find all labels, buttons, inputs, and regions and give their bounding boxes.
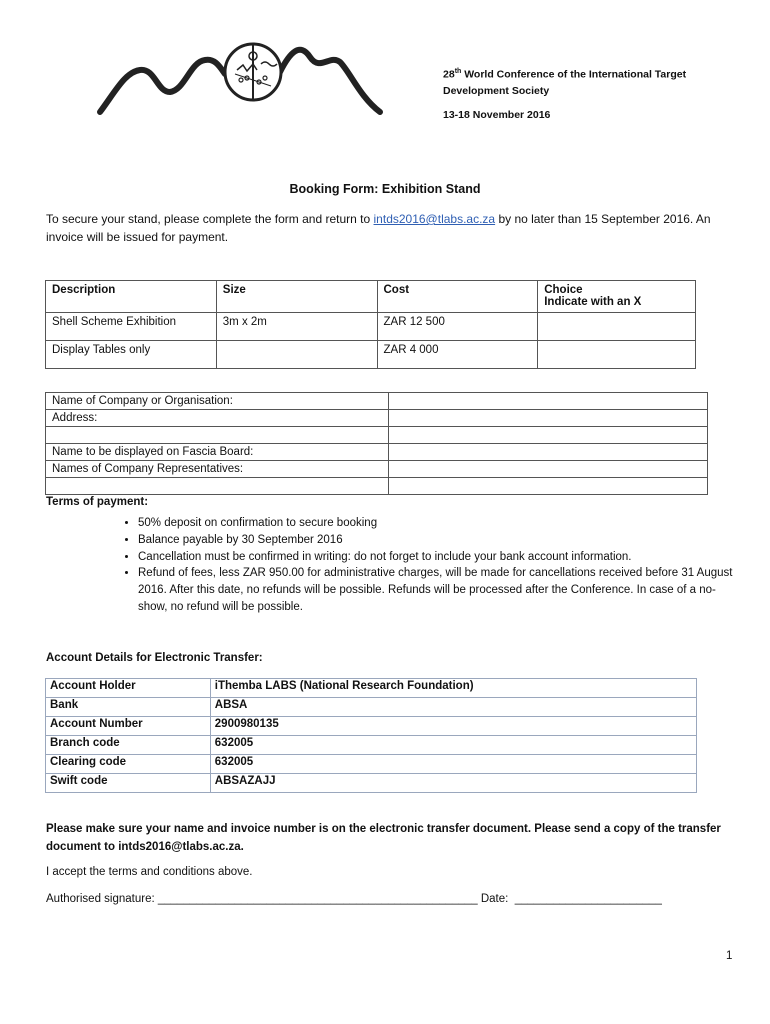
conference-dates: 13-18 November 2016: [443, 109, 551, 121]
page-title: Booking Form: Exhibition Stand: [289, 182, 481, 196]
table-row: Branch code 632005: [46, 736, 697, 755]
company-name-field[interactable]: [388, 393, 707, 410]
fascia-name-field[interactable]: [388, 444, 707, 461]
table-header-row: [46, 281, 696, 313]
table-row: Swift code ABSAZAJJ: [46, 774, 697, 793]
table-row: Name to be displayed on Fascia Board:: [46, 444, 708, 461]
transfer-note: Please make sure your name and invoice number is on the electronic transfer document. Please send a copy of the transfer document to intds2016@tlabs.ac.za.: [46, 823, 721, 853]
header-cost: Cost: [377, 281, 538, 313]
email-link[interactable]: intds2016@tlabs.ac.za: [373, 212, 496, 226]
conference-name: 28th World Conference of the International Target Development Society: [443, 68, 687, 97]
terms-list: [46, 515, 736, 616]
table-row: Display Tables only ZAR 4 000: [46, 341, 696, 369]
address-field-2[interactable]: [388, 427, 707, 444]
representatives-field-2[interactable]: [388, 478, 707, 495]
stand-table: [45, 280, 696, 369]
address-field[interactable]: [388, 410, 707, 427]
intro-paragraph: To secure your stand, please complete the form and return to intds2016@tlabs.ac.za by no later than 15 September 2016. An invoice will be issued for payment.: [46, 212, 711, 244]
choice-cell[interactable]: [538, 341, 696, 369]
table-row: Address:: [46, 410, 708, 427]
list-item: • Balance payable by 30 September 2016: [138, 532, 736, 549]
account-table: [45, 678, 697, 793]
table-row: Name of Company or Organisation:: [46, 393, 708, 410]
header-description: Description: [46, 281, 217, 313]
table-row: Account Holder iThemba LABS (National Research Foundation): [46, 679, 697, 698]
header-size: Size: [216, 281, 377, 313]
terms-heading: Terms of payment:: [46, 496, 149, 508]
signature-line[interactable]: Authorised signature: __________________________________________________ Date: _______________________: [46, 893, 662, 905]
table-row: Clearing code 632005: [46, 755, 697, 774]
representatives-field[interactable]: [388, 461, 707, 478]
company-table: [45, 392, 708, 495]
choice-cell[interactable]: [538, 313, 696, 341]
page-number: 1: [726, 950, 733, 962]
accept-terms-text: I accept the terms and conditions above.: [46, 866, 253, 878]
table-row: [46, 427, 708, 444]
table-row: Shell Scheme Exhibition 3m x 2m ZAR 12 500: [46, 313, 696, 341]
conference-logo: [95, 32, 385, 128]
list-item: • Cancellation must be confirmed in writing: do not forget to include your bank account information.: [138, 549, 736, 566]
table-row: Bank ABSA: [46, 698, 697, 717]
list-item: • Refund of fees, less ZAR 950.00 for administrative charges, will be made for cancellations received before 31 August 2016. After this date, no refunds will be possible. Refunds will be processed after the Conference. In case of a no-show, no refund will be possible.: [138, 565, 736, 615]
table-row: Account Number 2900980135: [46, 717, 697, 736]
list-item: • 50% deposit on confirmation to secure booking: [138, 515, 736, 532]
table-row: [46, 478, 708, 495]
header-choice: Choice Indicate with an X: [538, 281, 696, 313]
table-row: Names of Company Representatives:: [46, 461, 708, 478]
account-heading: Account Details for Electronic Transfer:: [46, 652, 263, 664]
